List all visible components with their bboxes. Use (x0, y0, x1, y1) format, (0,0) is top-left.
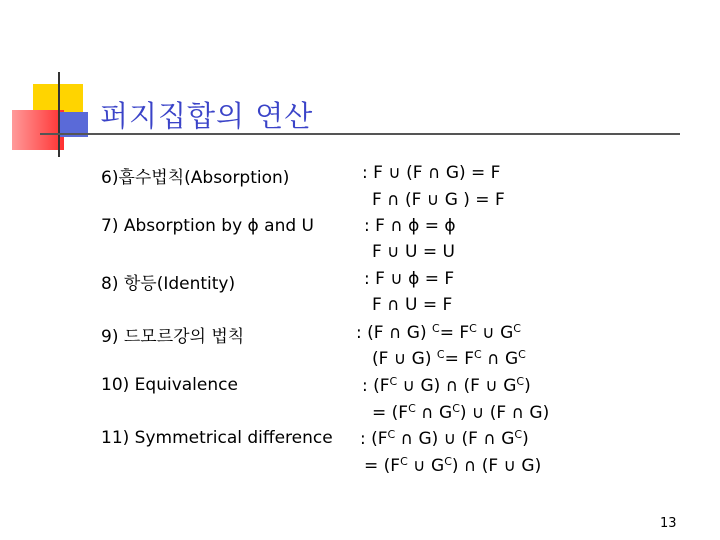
complement-sup: C (444, 455, 452, 468)
eq-part: ∩ G (415, 403, 453, 423)
page-number: 13 (660, 516, 677, 531)
law-label-de-morgan: 9) 드모르강의 법칙 (101, 327, 245, 347)
equation-identity-2: F ∩ U = F (372, 295, 453, 315)
equation-phi-1: : F ∩ ϕ = ϕ (364, 216, 456, 236)
complement-sup: C (513, 322, 521, 335)
complement-sup: C (452, 402, 460, 415)
eq-part: : (F (360, 429, 388, 449)
eq-part: ∪ G (407, 456, 445, 476)
slide-title: 퍼지집합의 연산 (100, 99, 314, 133)
eq-part: ) (522, 429, 529, 449)
complement-sup: C (514, 428, 523, 441)
eq-part: = F (439, 323, 470, 343)
equation-symmetric-difference-1 (360, 428, 529, 449)
equation-phi-2: F ∪ U = U (372, 242, 455, 262)
eq-part: ∩ G (481, 349, 519, 369)
equation-de-morgan-1 (356, 322, 521, 343)
equation-symmetric-difference-2 (364, 455, 541, 476)
eq-part: ) ∩ (F ∪ G) (451, 456, 542, 476)
equation-equivalence-2 (372, 402, 549, 423)
equation-absorption-1: : F ∪ (F ∩ G) = F (362, 163, 501, 183)
complement-sup: C (389, 375, 398, 388)
complement-sup: C (400, 455, 408, 468)
equation-equivalence-1 (362, 375, 531, 396)
eq-part: ∪ G (476, 323, 514, 343)
eq-part: ) (524, 376, 531, 396)
decor-vertical-line (58, 72, 60, 157)
law-label-equivalence: 10) Equivalence (101, 375, 238, 395)
eq-part: ) ∪ (F ∩ G) (459, 403, 550, 423)
complement-sup: C (516, 375, 525, 388)
law-label-identity: 8) 항등(Identity) (101, 274, 236, 294)
eq-part: = (F (364, 456, 401, 476)
equation-absorption-2: F ∩ (F ∪ G ) = F (372, 190, 505, 210)
complement-sup: C (518, 348, 526, 361)
law-label-absorption: 6)흡수법칙(Absorption) (101, 168, 290, 188)
equation-identity-1: : F ∪ ϕ = F (364, 269, 455, 289)
complement-sup: C (469, 322, 477, 335)
eq-part: (F ∪ G) (372, 349, 437, 369)
eq-part: = (F (372, 403, 409, 423)
law-label-symmetrical-difference: 11) Symmetrical difference (101, 428, 333, 448)
complement-sup: C (432, 322, 440, 335)
equation-de-morgan-2 (372, 348, 526, 369)
eq-part: : (F ∩ G) (356, 323, 433, 343)
law-label-absorption-phi-u: 7) Absorption by ϕ and U (101, 216, 314, 236)
eq-part: ∩ G) ∪ (F ∩ G (395, 429, 515, 449)
complement-sup: C (387, 428, 396, 441)
eq-part: = F (444, 349, 474, 369)
complement-sup: C (436, 348, 445, 361)
decor-red-gradient-block (12, 110, 64, 150)
eq-part: : (F (362, 376, 390, 396)
eq-part: ∪ G) ∩ (F ∪ G (397, 376, 517, 396)
complement-sup: C (474, 348, 482, 361)
complement-sup: C (408, 402, 416, 415)
